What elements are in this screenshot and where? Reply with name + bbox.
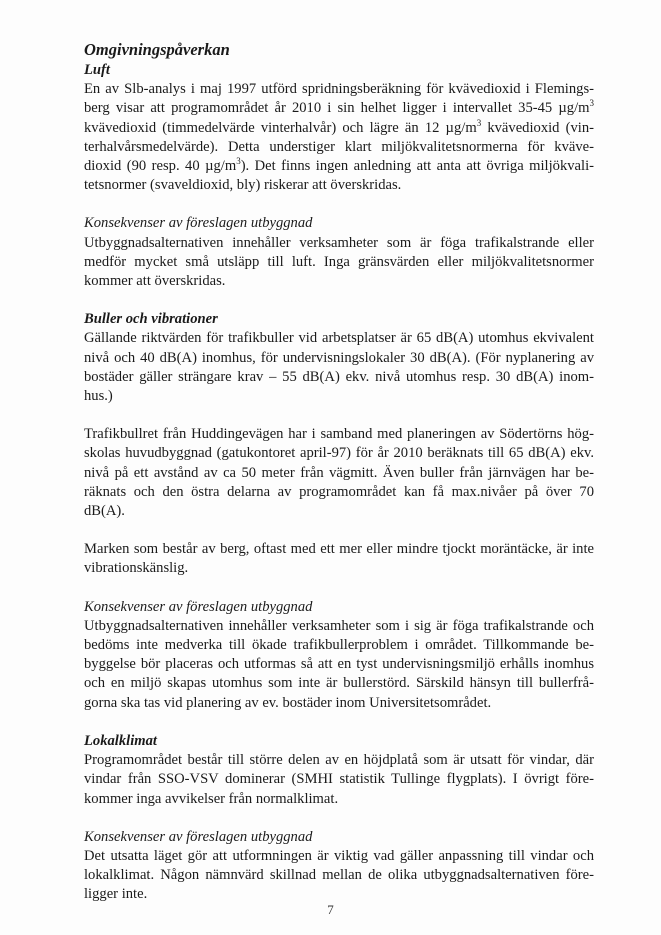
text-line [84, 119, 594, 138]
text-line: byggelse bör placeras och utformas så att en tyst undervisningsmiljö erhålls inomhus [84, 656, 594, 673]
paragraph-buller-3 [84, 540, 594, 578]
paragraph-konsekvenser-buller [84, 617, 594, 713]
subheading-konsekvenser-buller: Konsekvenser av föreslagen utbyggnad [84, 598, 313, 615]
spacer [84, 291, 594, 310]
text-line: nivå och 40 dB(A) inomhus, för undervisningslokaler 30 dB(A). (För nyplanering av [84, 349, 594, 366]
text-line: vindar från SSO-VSV dominerar (SMHI statistik Tullinge flygplats). I övrigt före- [84, 771, 594, 788]
text-line [84, 157, 594, 176]
text-line: nivå på ett avstånd av ca 50 meter från vägmitt. Även buller från järnvägen har be- [84, 464, 594, 481]
text-line: Utbyggnadsalternativen innehåller verksamheter som är föga trafikalstrande eller [84, 234, 594, 251]
text-fragment: berg visar att programområdet år 2010 i sin helhet ligger i intervallet 35-45 µg/m [84, 100, 590, 117]
superscript: 3 [589, 98, 594, 109]
text-fragment: dioxid (90 resp. 40 µg/m [84, 158, 237, 175]
text-line: räknats och den östra delarna av programområdet kan få max.nivåer på över 70 [84, 483, 594, 500]
text-line: kommer inga avvikelser från normalklimat. [84, 790, 339, 807]
text-line [84, 99, 594, 118]
superscript: 3 [236, 156, 241, 167]
text-line: Utbyggnadsalternativen innehåller verksamheter som i sig är föga trafikalstrande och [84, 617, 594, 634]
paragraph-konsekvenser-lokalklimat [84, 847, 594, 905]
text-line: vibrationskänslig. [84, 560, 189, 577]
text-line: tetsnormer (svaveldioxid, bly) riskerar att överskridas. [84, 177, 402, 194]
text-line: skolas huvudbyggnad (gatukontoret april-97) för år 2010 beräknats till 65 dB(A) ekv. [84, 445, 594, 462]
subheading-buller: Buller och vibrationer [84, 311, 218, 328]
text-line: hus.) [84, 388, 113, 405]
section-heading-omgivningspaverkan: Omgivningspåverkan [84, 40, 230, 59]
text-line: och en miljö skapas utomhus som inte är bullerstörd. Särskild hänsyn till bullerfrå- [84, 675, 594, 692]
subheading-lokalklimat: Lokalklimat [84, 732, 157, 749]
subheading-luft: Luft [84, 62, 110, 78]
paragraph-buller-2 [84, 425, 594, 521]
text-line: En av Slb-analys i maj 1997 utförd spridningsberäkning för kvävedioxid i Flemings- [84, 81, 594, 98]
subheading-konsekvenser-luft: Konsekvenser av föreslagen utbyggnad [84, 215, 313, 232]
text-line: dB(A). [84, 503, 125, 520]
spacer [84, 809, 594, 828]
text-line: ligger inte. [84, 886, 148, 903]
text-line: Programområdet består till större delen av en höjdplatå som är utsatt för vindar, där [84, 752, 594, 769]
paragraph-lokalklimat [84, 751, 594, 809]
spacer [84, 521, 594, 540]
text-line: lokalklimat. Någon nämnvärd skillnad mellan de olika utbyggnadsalternativen före- [84, 867, 594, 884]
text-line: Gällande riktvärden för trafikbuller vid arbetsplatser är 65 dB(A) utomhus ekvivalent [84, 330, 594, 347]
spacer [84, 579, 594, 598]
text-line: Marken som består av berg, oftast med ett mer eller mindre tjockt moräntäcke, är inte [84, 541, 594, 558]
text-fragment: kvävedioxid (vin- [481, 119, 595, 136]
spacer [84, 195, 594, 214]
spacer [84, 406, 594, 425]
paragraph-buller-1 [84, 329, 594, 406]
page-content [84, 38, 594, 905]
text-line: bostäder gäller strängare krav – 55 dB(A) ekv. nivå utomhus resp. 30 dB(A) inom- [84, 368, 594, 385]
text-line: gorna ska tas vid planering av ev. bostäder inom Universitetsområdet. [84, 694, 492, 711]
text-line: medför mycket små utsläpp till luft. Inga gränsvärden eller miljökvalitetsnormer [84, 253, 594, 270]
paragraph-konsekvenser-luft [84, 234, 594, 292]
subheading-konsekvenser-lokalklimat: Konsekvenser av föreslagen utbyggnad [84, 828, 313, 845]
page-number: 7 [327, 902, 334, 917]
paragraph-luft [84, 80, 594, 195]
text-line: terhalvårsmedelvärde). Detta understiger klart miljökvalitetsnormerna för kväve- [84, 138, 594, 155]
superscript: 3 [476, 117, 482, 128]
text-line: Det utsatta läget gör att utformningen är viktig vad gäller anpassning till vindar och [84, 847, 594, 864]
text-fragment: ). Det finns ingen anledning att anta att övriga miljökvali- [240, 158, 594, 175]
text-line: bedöms inte medverka till ökade trafikbullerproblem i området. Tillkommande be- [84, 637, 594, 654]
text-fragment: kvävedioxid (timmedelvärde vinterhalvår) och lägre än 12 µg/m [84, 119, 477, 136]
text-line: kommer att överskridas. [84, 273, 226, 290]
spacer [84, 713, 594, 732]
text-line: Trafikbullret från Huddingevägen har i samband med planeringen av Södertörns hög- [84, 426, 594, 443]
